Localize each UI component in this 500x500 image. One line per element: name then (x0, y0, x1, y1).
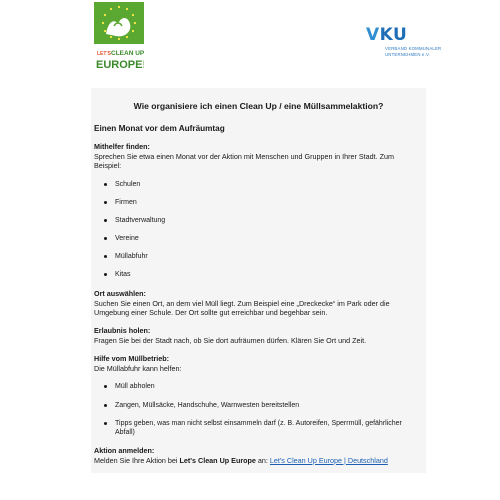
section-heading: Einen Monat vor dem Aufräumtag (94, 124, 225, 133)
list-item: Zangen, Müllsäcke, Handschuhe, Warnwesten bereitstellen (115, 402, 300, 409)
vku-wordmark: VKU (366, 25, 408, 45)
list-item: Stadtverwaltung (115, 217, 166, 224)
permission-text: Fragen Sie bei der Stadt nach, ob Sie dort aufräumen dürfen. Klären Sie Ort und Zeit. (94, 335, 367, 345)
list-item: Müllabfuhr (115, 253, 148, 260)
list-item: Müll abholen (115, 383, 155, 390)
logo-text-lets: LET'S (97, 51, 111, 57)
permission-block (94, 326, 423, 345)
helpers-text: Sprechen Sie etwa einen Monat vor der Aktion mit Menschen und Gruppen in Ihrer Stadt. Zum Beispiel: (94, 151, 395, 171)
list-item: Firmen (115, 199, 137, 206)
svg-text:EUROPE!: EUROPE! (96, 59, 144, 71)
permission-label: Erlaubnis holen: (94, 326, 151, 335)
helpers-label: Mithelfer finden: (94, 142, 150, 151)
list-item: Kitas (115, 271, 131, 278)
register-label: Aktion anmelden: (94, 446, 155, 455)
list-item: Tipps geben, was man nicht selbst einsammeln darf (z. B. Autoreifen, Sperrmüll, gefährlicher Abfall) (115, 419, 415, 437)
register-block (94, 446, 423, 465)
content-panel (91, 88, 426, 473)
lets-clean-up-europe-logo (94, 2, 144, 74)
register-text: Melden Sie Ihre Aktion bei Let's Clean Up Europe an: Let's Clean Up Europe | Deutschland (94, 455, 388, 465)
waste-company-text: Die Müllabfuhr kann helfen: (94, 363, 182, 373)
svg-text:CLEAN UP: CLEAN UP (111, 50, 144, 57)
location-label: Ort auswählen: (94, 289, 146, 298)
list-item: Vereine (115, 235, 139, 242)
list-item: Schulen (115, 181, 141, 188)
page-title: Wie organisiere ich einen Clean Up / eine Müllsammelaktion? (133, 101, 384, 111)
helpers-block (94, 142, 423, 171)
vku-logo (366, 26, 446, 62)
waste-company-label: Hilfe vom Müllbetrieb: (94, 354, 170, 363)
vku-subtitle: VERBAND KOMMUNALER UNTERNEHMEN e.V. (385, 46, 442, 57)
register-link[interactable]: Let's Clean Up Europe | Deutschland (269, 455, 388, 465)
waste-company-block (94, 354, 423, 373)
location-text: Suchen Sie einen Ort, an dem viel Müll liegt. Zum Beispiel eine „Dreckecke“ im Park oder die Umgebung einer Schule. Der Ort sollte gut erreichbar und begehbar sein. (94, 298, 390, 318)
location-block (94, 289, 423, 318)
